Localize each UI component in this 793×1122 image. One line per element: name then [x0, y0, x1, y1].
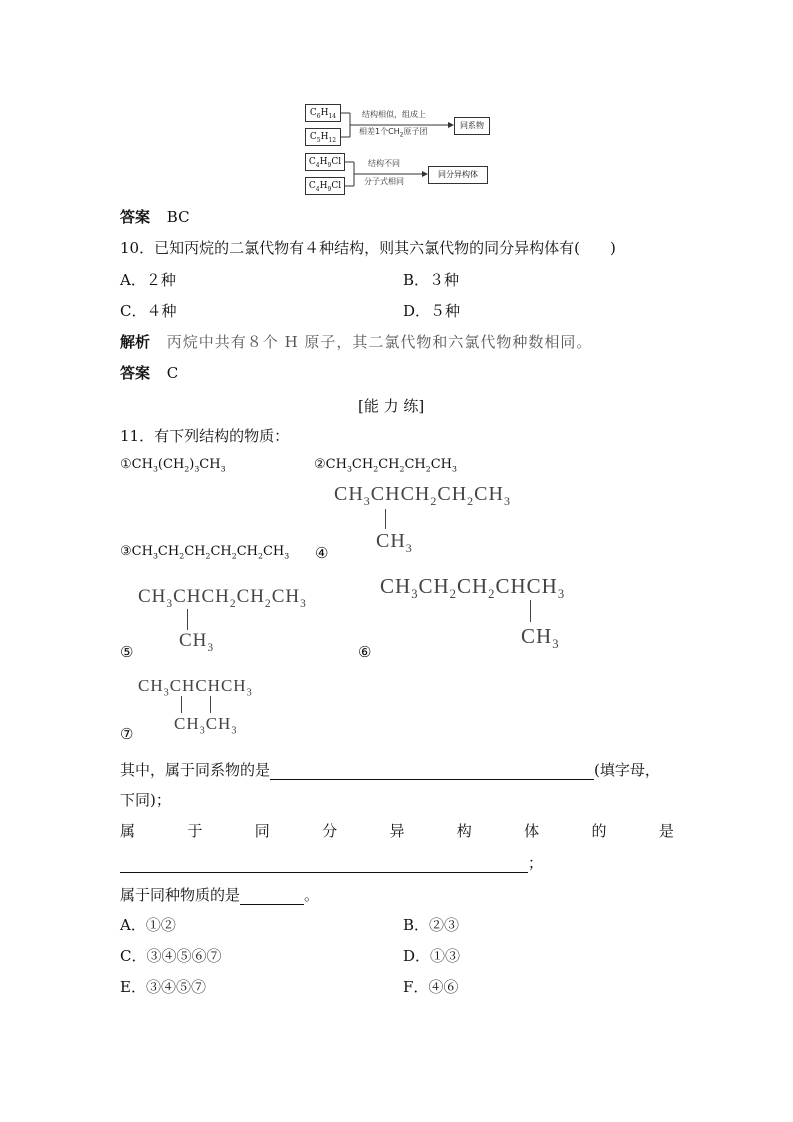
- q11-question-homolog: [120, 759, 660, 780]
- isomer-char: 异: [389, 822, 405, 840]
- isomer-result-box: 同分异构体: [428, 166, 488, 184]
- box-c5h12: $C_5H_{12}$: [305, 128, 341, 146]
- q11-structure-4-main: $CH_3CHCH_2CH_2CH_3$: [334, 483, 511, 508]
- diagram-connectors: [0, 0, 793, 200]
- q10-option-c: C．４种: [120, 302, 177, 320]
- q11-option-b: B．②③: [403, 916, 460, 934]
- q11-option-c: C．③④⑤⑥⑦: [120, 947, 222, 965]
- q11-item-6-num: ⑥: [358, 643, 372, 661]
- isomer-char: 是: [658, 822, 674, 840]
- isomer-answer-blank[interactable]: [120, 857, 528, 873]
- q10-stem: 10．已知丙烷的二氯代物有４种结构，则其六氯代物的同分异构体有( ): [120, 239, 616, 257]
- homolog-condition-1: 结构相似，组成上: [362, 110, 426, 119]
- q11-structure-4-branch: $CH_3$: [376, 530, 413, 555]
- q11-structure-6-main: $CH_3CH_2CH_2CHCH_3$: [380, 574, 566, 602]
- homolog-condition-2: 相差1个$CH_2$原子团: [359, 127, 428, 139]
- isomer-char: 属: [120, 822, 136, 840]
- q10-option-a: A．２种: [120, 271, 176, 289]
- question-suffix: (填字母，: [594, 761, 660, 779]
- q11-item-5-num: ⑤: [120, 643, 134, 661]
- isomer-char: 的: [591, 822, 607, 840]
- isomer-char: 体: [524, 822, 540, 840]
- q11-structure-4-bond: [385, 509, 386, 529]
- q10-analysis: [120, 331, 592, 352]
- q11-structure-7-bond-right: [210, 696, 211, 713]
- q11-structure-7-branches: $CH_3CH_3$: [174, 714, 238, 737]
- q11-item-1: $①CH_3(CH_2)_3CH_3$: [120, 457, 226, 474]
- isomer-end: ；: [528, 854, 544, 872]
- section-title: [能 力 练]: [358, 397, 425, 415]
- box-c6h14: $C_6H_{14}$: [305, 104, 341, 122]
- q11-structure-7-bond-left: [181, 696, 182, 713]
- q9-answer: [120, 206, 190, 227]
- same-answer-blank[interactable]: [240, 889, 304, 905]
- question-suffix: 。: [304, 886, 320, 904]
- isomer-char: 分: [322, 822, 338, 840]
- q11-option-f: F．④⑥: [403, 978, 459, 996]
- q11-question-homolog-cont: 下同)；: [120, 791, 171, 809]
- q11-item-2: $②CH_3CH_2CH_2CH_2CH_3$: [314, 457, 457, 474]
- q11-structure-6-bond: [530, 600, 531, 622]
- q11-option-e: E．③④⑤⑦: [120, 978, 206, 996]
- question-prefix: 其中，属于同系物的是: [120, 761, 271, 779]
- q11-stem: 11．有下列结构的物质：: [120, 427, 290, 445]
- q11-item-4-num: ④: [315, 544, 329, 562]
- q11-structure-5-main: $CH_3CHCH_2CH_2CH_3$: [138, 586, 307, 610]
- q11-question-same: [120, 884, 319, 905]
- isomer-char: 于: [187, 822, 203, 840]
- answer-value: BC: [166, 208, 190, 226]
- q11-question-isomer-blank-line: [120, 852, 543, 873]
- q11-item-3: $③CH_3CH_2CH_2CH_2CH_2CH_3$: [120, 544, 290, 561]
- question-prefix: 属于同种物质的是: [120, 886, 241, 904]
- q11-option-a: A．①②: [120, 916, 176, 934]
- q11-structure-6-branch: $CH_3$: [521, 624, 560, 652]
- q10-option-b: B．３种: [403, 271, 460, 289]
- q10-answer: [120, 362, 178, 383]
- q10-option-d: D．５种: [403, 302, 461, 320]
- q11-option-d: D．①③: [403, 947, 461, 965]
- q11-item-7-num: ⑦: [120, 725, 134, 743]
- analysis-label: 解析: [120, 333, 151, 351]
- homolog-result-box: 同系物: [454, 117, 490, 135]
- q11-question-isomer: [120, 820, 674, 841]
- isomer-condition-1: 结构不同: [368, 159, 400, 168]
- answer-value: C: [166, 364, 179, 382]
- analysis-text: 丙烷中共有８个 H 原子，其二氯代物和六氯代物种数相同。: [166, 333, 593, 351]
- box-c4h9cl-b: $C_4H_9Cl$: [305, 177, 345, 195]
- answer-label: 答案: [120, 208, 151, 226]
- homolog-answer-blank[interactable]: [270, 764, 594, 780]
- q11-structure-5-bond: [187, 609, 188, 630]
- answer-label: 答案: [120, 364, 151, 382]
- isomer-char: 同: [254, 822, 270, 840]
- q11-structure-7-main: $CH_3CHCHCH_3$: [138, 676, 253, 699]
- isomer-char: 构: [456, 822, 472, 840]
- q11-structure-5-branch: $CH_3$: [179, 630, 215, 654]
- isomer-condition-2: 分子式相同: [364, 177, 404, 186]
- box-c4h9cl-a: $C_4H_9Cl$: [305, 153, 345, 171]
